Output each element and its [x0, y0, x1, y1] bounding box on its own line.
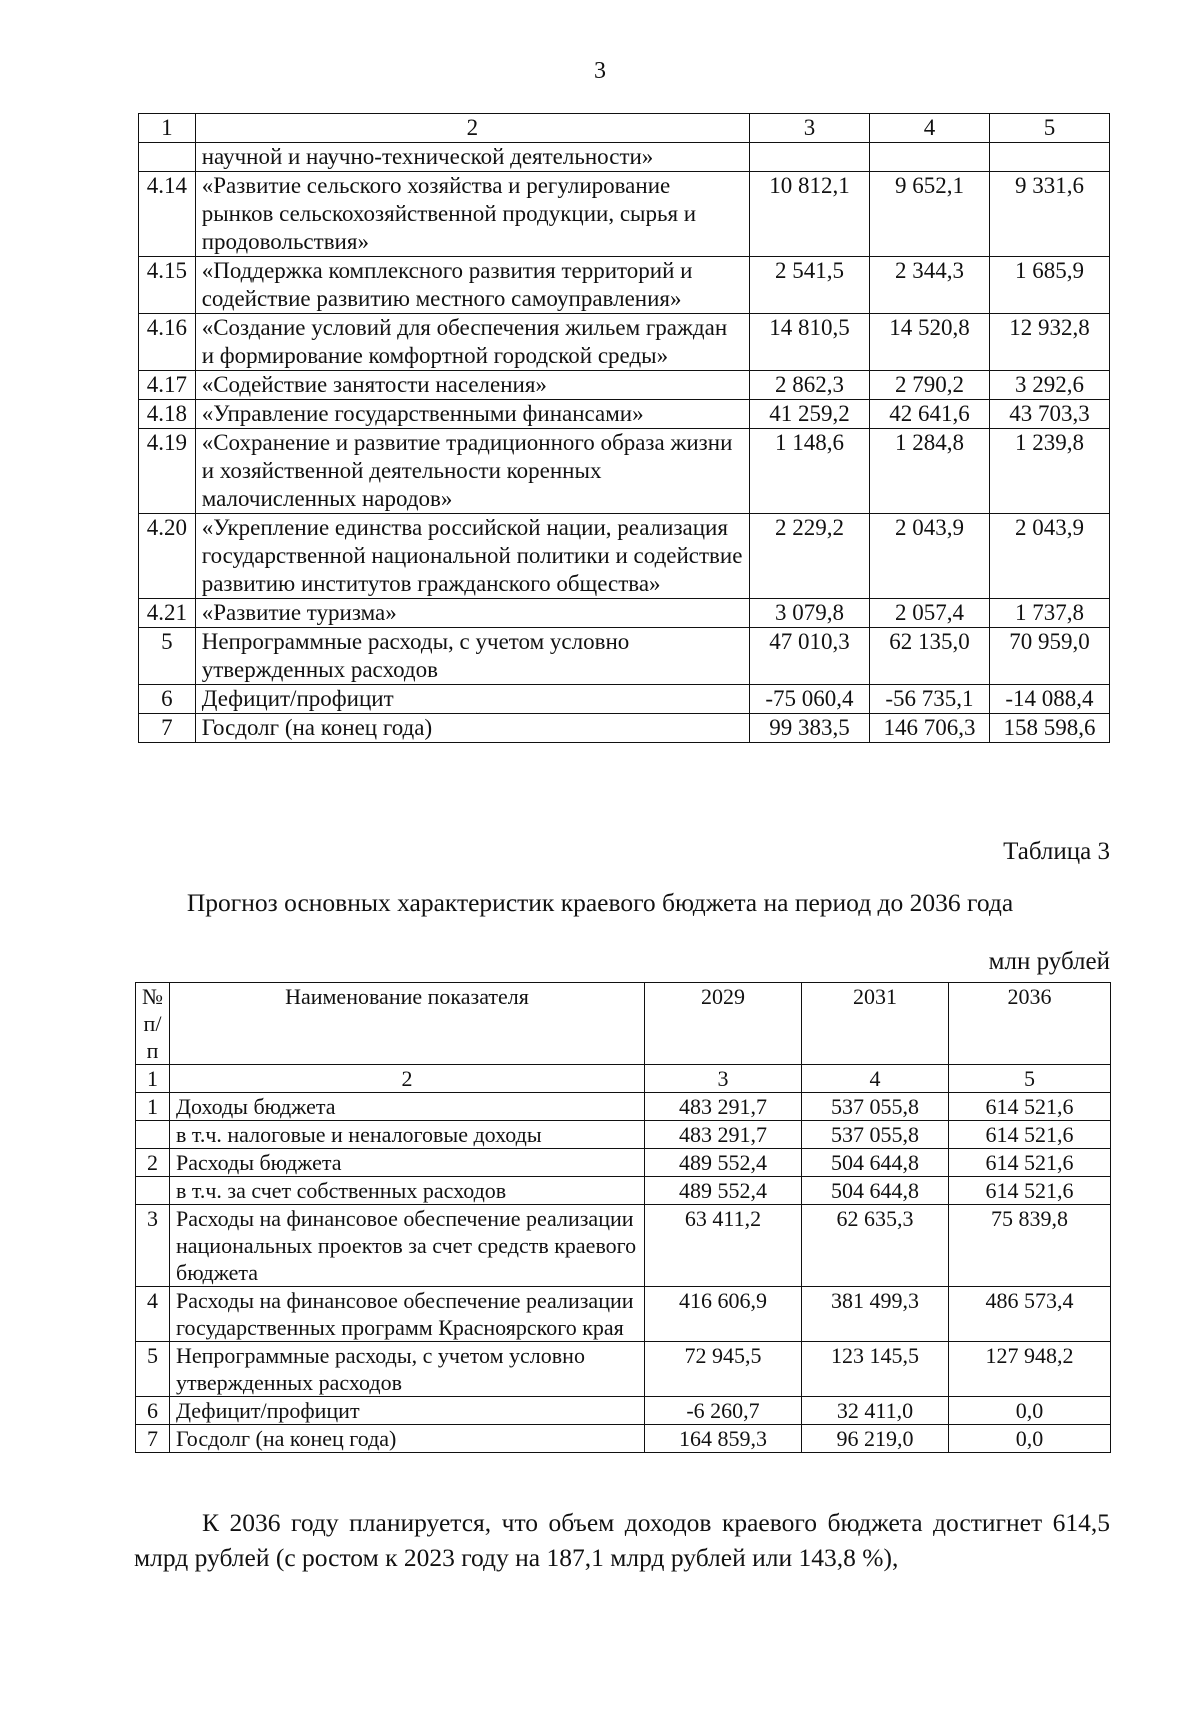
header-year: 2036 — [949, 983, 1111, 1065]
value-cell: 42 641,6 — [869, 400, 989, 429]
page-number: 3 — [594, 58, 606, 84]
table-row — [139, 628, 1110, 685]
value-cell: 123 145,5 — [802, 1342, 949, 1397]
value-cell: 1 685,9 — [989, 257, 1109, 314]
value-cell: 537 055,8 — [802, 1093, 949, 1121]
row-name: «Укрепление единства российской нации, реализация государственной национальной политики и содействие развитию институтов гражданского общества» — [195, 514, 749, 599]
value-cell: 381 499,3 — [802, 1287, 949, 1342]
table-index-row — [139, 114, 1110, 143]
body-paragraph: К 2036 году планируется, что объем доходов краевого бюджета достигнет 614,5 млрд рублей (с ростом к 2023 году на 187,1 млрд рублей или 143,8 %), — [134, 1508, 1110, 1572]
row-number: 2 — [136, 1149, 170, 1177]
value-cell: 14 520,8 — [869, 314, 989, 371]
row-name: Госдолг (на конец года) — [170, 1425, 645, 1453]
value-cell: -6 260,7 — [645, 1397, 802, 1425]
value-cell: 70 959,0 — [989, 628, 1109, 685]
row-name: научной и научно-технической деятельности» — [195, 143, 749, 172]
row-name: «Управление государственными финансами» — [195, 400, 749, 429]
row-name: Непрограммные расходы, с учетом условно утвержденных расходов — [195, 628, 749, 685]
value-cell: 0,0 — [949, 1397, 1111, 1425]
row-number — [136, 1121, 170, 1149]
table-2-continuation — [138, 113, 1110, 743]
value-cell: -75 060,4 — [749, 685, 869, 714]
row-number: 4 — [136, 1287, 170, 1342]
value-cell: 483 291,7 — [645, 1093, 802, 1121]
value-cell: 9 331,6 — [989, 172, 1109, 257]
value-cell: 3 292,6 — [989, 371, 1109, 400]
value-cell: 63 411,2 — [645, 1205, 802, 1287]
header-cell: 1 — [139, 114, 196, 143]
value-cell: 486 573,4 — [949, 1287, 1111, 1342]
table-row — [139, 257, 1110, 314]
header-cell: 2 — [195, 114, 749, 143]
value-cell: 72 945,5 — [645, 1342, 802, 1397]
value-cell: 416 606,9 — [645, 1287, 802, 1342]
value-cell: 14 810,5 — [749, 314, 869, 371]
table-row — [136, 1205, 1111, 1287]
row-name: Расходы на финансовое обеспечение реализации национальных проектов за счет средств краевого бюджета — [170, 1205, 645, 1287]
value-cell: 614 521,6 — [949, 1177, 1111, 1205]
row-number: 4.21 — [139, 599, 196, 628]
row-number: 7 — [139, 714, 196, 743]
table-row — [139, 314, 1110, 371]
value-cell: 10 812,1 — [749, 172, 869, 257]
value-cell: 483 291,7 — [645, 1121, 802, 1149]
table-row — [136, 1342, 1111, 1397]
value-cell: 3 079,8 — [749, 599, 869, 628]
header-cell: 4 — [869, 114, 989, 143]
value-cell: 146 706,3 — [869, 714, 989, 743]
value-cell: -56 735,1 — [869, 685, 989, 714]
row-number: 5 — [136, 1342, 170, 1397]
row-number — [139, 143, 196, 172]
value-cell: 489 552,4 — [645, 1149, 802, 1177]
table-row — [139, 143, 1110, 172]
index-cell: 3 — [645, 1065, 802, 1093]
value-cell: 127 948,2 — [949, 1342, 1111, 1397]
value-cell — [749, 143, 869, 172]
row-number: 4.19 — [139, 429, 196, 514]
units-label: млн рублей — [988, 948, 1110, 975]
value-cell: 2 790,2 — [869, 371, 989, 400]
row-name: в т.ч. налоговые и неналоговые доходы — [170, 1121, 645, 1149]
value-cell: 504 644,8 — [802, 1149, 949, 1177]
table-row — [139, 172, 1110, 257]
index-cell: 4 — [802, 1065, 949, 1093]
row-number: 6 — [139, 685, 196, 714]
row-name: «Развитие сельского хозяйства и регулирование рынков сельскохозяйственной продукции, сырья и продовольствия» — [195, 172, 749, 257]
row-number: 4.14 — [139, 172, 196, 257]
index-cell: 2 — [170, 1065, 645, 1093]
row-name: «Развитие туризма» — [195, 599, 749, 628]
table-row — [136, 1425, 1111, 1453]
row-name: «Сохранение и развитие традиционного образа жизни и хозяйственной деятельности коренных малочисленных народов» — [195, 429, 749, 514]
row-name: Госдолг (на конец года) — [195, 714, 749, 743]
row-name: Расходы бюджета — [170, 1149, 645, 1177]
value-cell: 96 219,0 — [802, 1425, 949, 1453]
row-name: Доходы бюджета — [170, 1093, 645, 1121]
header-num: № п/п — [136, 983, 170, 1065]
row-number: 7 — [136, 1425, 170, 1453]
header-name: Наименование показателя — [170, 983, 645, 1065]
value-cell: 2 043,9 — [869, 514, 989, 599]
value-cell: 537 055,8 — [802, 1121, 949, 1149]
table-row — [139, 429, 1110, 514]
table-row — [136, 1287, 1111, 1342]
value-cell: 2 229,2 — [749, 514, 869, 599]
value-cell: 43 703,3 — [989, 400, 1109, 429]
row-number: 4.15 — [139, 257, 196, 314]
value-cell: 62 635,3 — [802, 1205, 949, 1287]
row-number: 5 — [139, 628, 196, 685]
row-number: 4.17 — [139, 371, 196, 400]
row-name: Дефицит/профицит — [170, 1397, 645, 1425]
row-number: 4.20 — [139, 514, 196, 599]
table-index-row — [136, 1065, 1111, 1093]
table-row — [139, 685, 1110, 714]
value-cell: 2 541,5 — [749, 257, 869, 314]
value-cell: 41 259,2 — [749, 400, 869, 429]
table-row — [139, 599, 1110, 628]
row-name: «Содействие занятости населения» — [195, 371, 749, 400]
value-cell: 2 043,9 — [989, 514, 1109, 599]
value-cell: 1 239,8 — [989, 429, 1109, 514]
value-cell: 62 135,0 — [869, 628, 989, 685]
table-row — [136, 1121, 1111, 1149]
value-cell: 614 521,6 — [949, 1149, 1111, 1177]
value-cell: 1 148,6 — [749, 429, 869, 514]
value-cell: -14 088,4 — [989, 685, 1109, 714]
header-cell: 5 — [989, 114, 1109, 143]
header-year: 2031 — [802, 983, 949, 1065]
value-cell: 99 383,5 — [749, 714, 869, 743]
table-3 — [135, 982, 1111, 1453]
table-row — [139, 400, 1110, 429]
table-row — [136, 1397, 1111, 1425]
row-name: Дефицит/профицит — [195, 685, 749, 714]
index-cell: 1 — [136, 1065, 170, 1093]
value-cell: 47 010,3 — [749, 628, 869, 685]
row-name: Расходы на финансовое обеспечение реализации государственных программ Красноярского края — [170, 1287, 645, 1342]
row-number: 1 — [136, 1093, 170, 1121]
value-cell: 489 552,4 — [645, 1177, 802, 1205]
table-row — [139, 714, 1110, 743]
value-cell: 1 737,8 — [989, 599, 1109, 628]
row-name: в т.ч. за счет собственных расходов — [170, 1177, 645, 1205]
row-name: «Поддержка комплексного развития территорий и содействие развитию местного самоуправления» — [195, 257, 749, 314]
table-row — [139, 514, 1110, 599]
table-caption: Таблица 3 — [1003, 838, 1110, 865]
table-row — [139, 371, 1110, 400]
value-cell: 504 644,8 — [802, 1177, 949, 1205]
value-cell — [989, 143, 1109, 172]
row-name: «Создание условий для обеспечения жильем граждан и формирование комфортной городской среды» — [195, 314, 749, 371]
value-cell: 158 598,6 — [989, 714, 1109, 743]
value-cell — [869, 143, 989, 172]
value-cell: 1 284,8 — [869, 429, 989, 514]
table-head-row — [136, 983, 1111, 1065]
table-row — [136, 1093, 1111, 1121]
row-number: 3 — [136, 1205, 170, 1287]
row-name: Непрограммные расходы, с учетом условно утвержденных расходов — [170, 1342, 645, 1397]
index-cell: 5 — [949, 1065, 1111, 1093]
row-number — [136, 1177, 170, 1205]
value-cell: 75 839,8 — [949, 1205, 1111, 1287]
value-cell: 2 862,3 — [749, 371, 869, 400]
header-cell: 3 — [749, 114, 869, 143]
row-number: 4.16 — [139, 314, 196, 371]
value-cell: 0,0 — [949, 1425, 1111, 1453]
value-cell: 32 411,0 — [802, 1397, 949, 1425]
value-cell: 9 652,1 — [869, 172, 989, 257]
table-row — [136, 1149, 1111, 1177]
row-number: 4.18 — [139, 400, 196, 429]
value-cell: 2 344,3 — [869, 257, 989, 314]
value-cell: 614 521,6 — [949, 1093, 1111, 1121]
value-cell: 164 859,3 — [645, 1425, 802, 1453]
value-cell: 12 932,8 — [989, 314, 1109, 371]
table-title: Прогноз основных характеристик краевого бюджета на период до 2036 года — [186, 888, 1014, 917]
row-number: 6 — [136, 1397, 170, 1425]
table-row — [136, 1177, 1111, 1205]
value-cell: 614 521,6 — [949, 1121, 1111, 1149]
header-year: 2029 — [645, 983, 802, 1065]
value-cell: 2 057,4 — [869, 599, 989, 628]
